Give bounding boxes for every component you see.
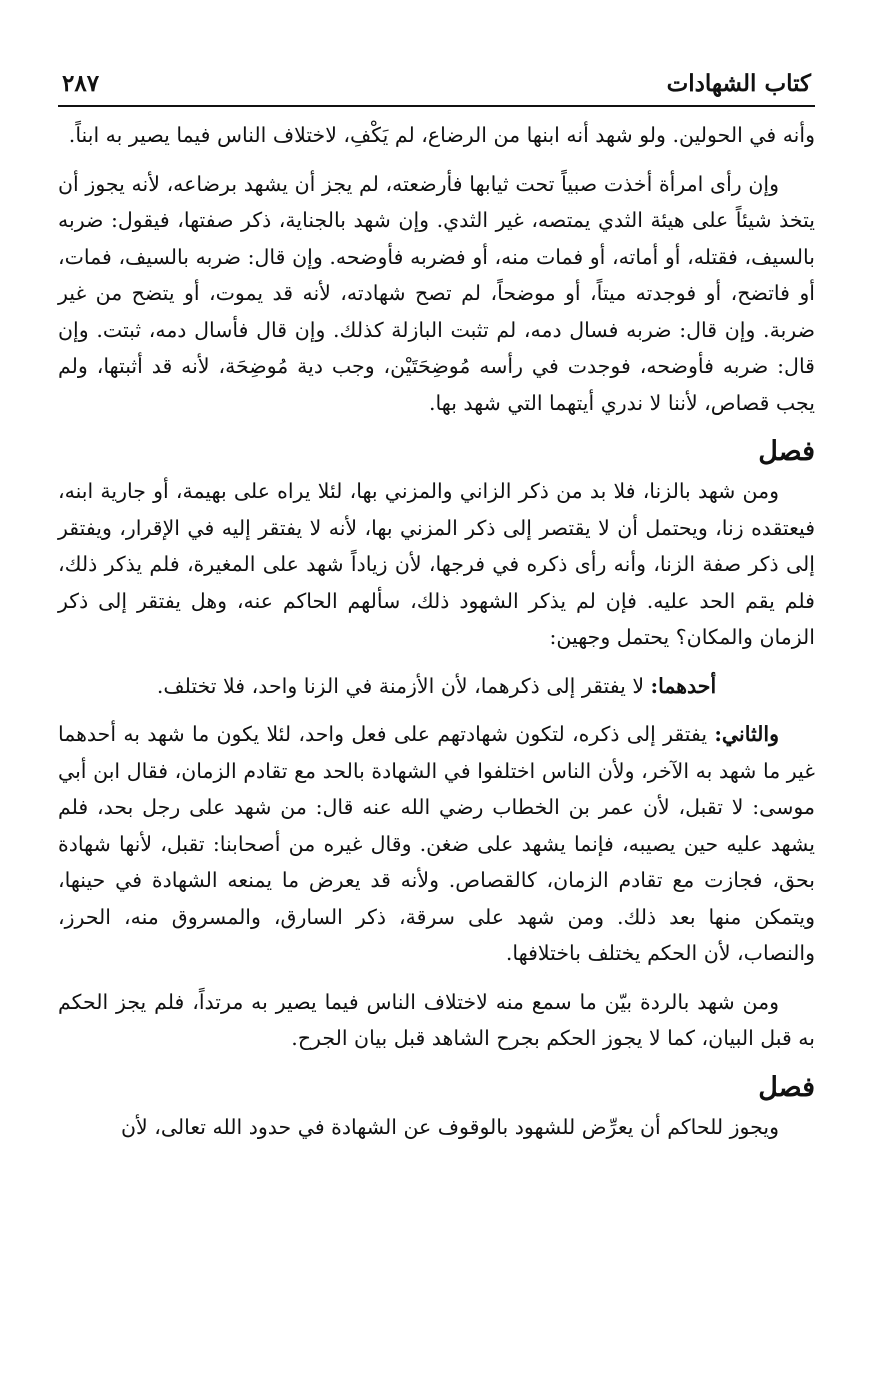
chapter-title: كتاب الشهادات bbox=[666, 70, 811, 97]
paragraph: ويجوز للحاكم أن يعرِّض للشهود بالوقوف عن الشهادة في حدود الله تعالى، لأن bbox=[120, 1114, 779, 1139]
book-page bbox=[58, 70, 815, 1347]
paragraph: وإن رأى امرأة أخذت صبياً تحت ثيابها فأرضعته، لم يجز أن يشهد برضاعه، لأنه يجوز أن يتخذ شيئاً على هيئة الثدي يمتصه، غير الثدي. وإن شهد بالجناية، ذكر صفتها، فيقول: ضربه بالسيف، فقتله، أو أماته، أو فمات منه، أو فضربه فأوضحه. وإن قال: ضربه بالسيف، فمات، أو فاتضح، أو فوجدته ميتاً، أو موضحاً، لم تصح شهادته، لأنه قد يموت، أو يتضح من غير ضربة. وإن قال: ضربه فسال دمه، لم تثبت البازلة كذلك. وإن قال فأسال دمه، ثبتت. وإن قال: ضربه فأوضحه، فوجدت في رأسه مُوضِحَتَيْن، وجب دية مُوضِحَة، لأنه قد أثبتها، ولم يجب قصاص، لأننا لا ندري أيتهما التي شهد بها. bbox=[58, 171, 815, 415]
running-header bbox=[58, 70, 815, 105]
item-lead: أحدهما: bbox=[650, 673, 717, 698]
paragraph: ومن شهد بالردة بيّن ما سمع منه لاختلاف الناس فيما يصير به مرتداً، فلم يجز الحكم به قبل البيان، كما لا يجوز الحكم بجرح الشاهد قبل بيان الجرح. bbox=[58, 989, 815, 1050]
page-number: ٢٨٧ bbox=[62, 70, 100, 97]
paragraph bbox=[58, 668, 815, 705]
section-heading: فصل bbox=[758, 1071, 815, 1103]
section-heading: فصل bbox=[758, 436, 815, 467]
item-lead: والثاني: bbox=[714, 722, 779, 746]
paragraph bbox=[58, 716, 815, 972]
paragraph: ومن شهد بالزنا، فلا بد من ذكر الزاني والمزني بها، لئلا يراه على بهيمة، أو جارية ابنه، فيعتقده زنا، ويحتمل أن لا يقتصر إلى ذكر المزني بها، لأنه لا يفتقر إليه في الإقرار، ويفتقر إلى ذكر صفة الزنا، وأنه رأى ذكره في فرجها، لأن زياداً شهد على المغيرة، فلم يذكر ذلك، فلم يقم الحد عليه. فإن لم يذكر الشهود ذلك، سألهم الحاكم عنه، وهل يفتقر إلى ذكر الزمان والمكان؟ يحتمل وجهين: bbox=[58, 479, 815, 649]
body-text bbox=[58, 117, 815, 1145]
item-text: يفتقر إلى ذكره، لتكون شهادتهم على فعل واحد، لئلا يكون ما شهد به أحدهما غير ما شهد به الآخر، ولأن الناس اختلفوا في الشهادة بالحد مع تقادم الزمان، فقال ابن أبي موسى: لا تقبل، لأن عمر بن الخطاب رضي الله عنه قال: من شهد على رجل بحد، فلم يشهد عليه حين يصيبه، فإنما يشهد على ضغن. وقال غيره من أصحابنا: تقبل، لأنها شهادة بحق، فجازت مع تقادم الزمان، كالقصاص. ولأنه قد يعرض ما يمنعه الشهادة في حينها، ويتمكن منها بعد ذلك. ومن شهد على سرقة، ذكر السارق، والمسروق منه، الحرز، والنصاب، لأن الحكم يختلف باختلافها. bbox=[58, 722, 815, 965]
header-rule bbox=[58, 105, 815, 107]
item-text: لا يفتقر إلى ذكرهما، لأن الأزمنة في الزنا واحد، فلا تختلف. bbox=[156, 673, 651, 698]
paragraph: وأنه في الحولين. ولو شهد أنه ابنها من الرضاع، لم يَكْفِ، لاختلاف الناس فيما يصير به ابناً. bbox=[68, 123, 815, 147]
